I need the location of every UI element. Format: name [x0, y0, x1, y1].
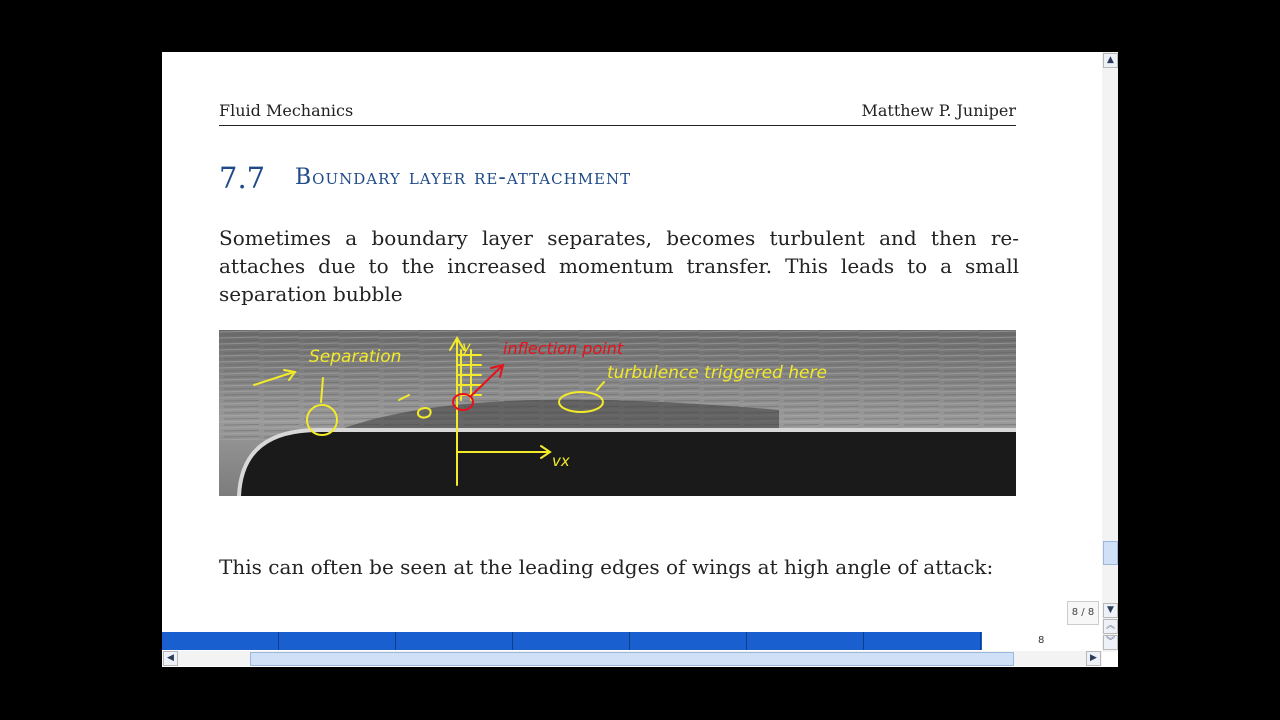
document-viewer	[162, 52, 1118, 667]
scroll-right-button[interactable]: ▶	[1086, 651, 1101, 666]
boundary-layer-photo	[219, 330, 1016, 496]
bar-segment	[747, 632, 864, 650]
scroll-down-button[interactable]: ▼	[1103, 603, 1118, 618]
vertical-scroll-thumb[interactable]	[1103, 541, 1118, 565]
plate-body	[239, 430, 1016, 496]
bar-segment	[864, 632, 981, 650]
section-title: Boundary layer re-attachment	[295, 165, 632, 190]
header-rule	[219, 125, 1016, 126]
bar-segment	[279, 632, 396, 650]
horizontal-scroll-thumb[interactable]	[250, 652, 1014, 666]
annotation-separation: Separation	[309, 347, 402, 367]
bar-segment	[162, 632, 279, 650]
paragraph-wings: This can often be seen at the leading edges of wings at high angle of attack:	[219, 555, 994, 579]
running-header-author: Matthew P. Juniper	[861, 101, 1016, 120]
annotation-inflection-point: inflection point	[503, 339, 624, 358]
bar-segment	[513, 632, 630, 650]
horizontal-scrollbar[interactable]	[162, 651, 1102, 666]
annotation-turbulence: turbulence triggered here	[607, 363, 827, 383]
axis-label-y: y	[462, 338, 471, 356]
blue-segment-bar	[162, 632, 982, 650]
section-number: 7.7	[219, 161, 266, 195]
page-indicator: 8 / 8	[1067, 601, 1099, 625]
document-page	[162, 52, 1102, 632]
vertical-scrollbar[interactable]	[1102, 52, 1118, 652]
paragraph-intro: Sometimes a boundary layer separates, becomes turbulent and then re-attaches due to the increased momentum transfer. This leads to a small separation bubble	[219, 226, 1019, 306]
running-header-title: Fluid Mechanics	[219, 101, 354, 120]
scroll-up-button[interactable]: ▲	[1103, 53, 1118, 68]
axis-label-vx: vx	[552, 452, 570, 470]
bar-segment	[630, 632, 747, 650]
previous-page-button[interactable]: ︽	[1103, 619, 1118, 634]
bar-segment	[396, 632, 513, 650]
page-number: 8	[1038, 635, 1045, 646]
scroll-left-button[interactable]: ◀	[163, 651, 178, 666]
next-page-button[interactable]: ︾	[1103, 635, 1118, 650]
